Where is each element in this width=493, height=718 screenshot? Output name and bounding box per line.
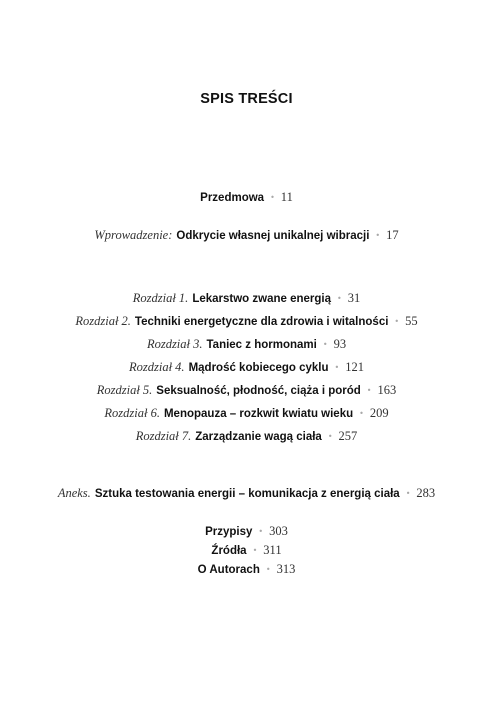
toc-entry-heading: Przypisy <box>205 526 253 538</box>
toc-entry-prefix: Aneks. <box>57 486 91 500</box>
bullet-separator: • <box>394 317 400 326</box>
bullet-separator: • <box>359 409 364 418</box>
toc-entry-heading: Zarządzanie wagą ciała <box>195 431 322 443</box>
toc-entry-page-number: 257 <box>338 429 358 443</box>
toc-entry-heading: Odkrycie własnej unikalnej wibracji <box>176 230 370 242</box>
toc-entry-heading: Źródła <box>211 545 247 557</box>
toc-entry-heading: Techniki energetyczne dla zdrowia i witalności <box>134 316 389 328</box>
bullet-separator: • <box>270 193 275 202</box>
toc-entry-prefix: Rozdział 1. <box>132 291 189 305</box>
toc-entry-prefix: Rozdział 2. <box>75 314 131 328</box>
bullet-separator: • <box>252 546 258 555</box>
toc-entry-heading: Taniec z hormonami <box>206 339 317 351</box>
toc-entry-prefix: Rozdział 7. <box>135 429 192 443</box>
toc-entry-heading: Mądrość kobiecego cyklu <box>188 362 329 374</box>
bullet-separator: • <box>375 231 381 240</box>
toc-entry-heading: Przedmowa <box>200 192 265 204</box>
toc-entry-o-autorach[interactable] <box>0 561 493 579</box>
toc-entry-przedmowa[interactable] <box>0 189 493 207</box>
toc-entry-page-number: 93 <box>333 337 347 351</box>
bullet-separator: • <box>265 565 271 574</box>
toc-entry-chapter-7[interactable] <box>0 428 493 446</box>
toc-entry-wprowadzenie[interactable] <box>0 227 493 245</box>
toc-entry-prefix: Rozdział 5. <box>96 383 153 397</box>
toc-entry-page-number: 11 <box>280 190 293 204</box>
bullet-separator: • <box>322 340 328 349</box>
toc-entry-page-number: 55 <box>405 314 418 328</box>
toc-entry-przypisy[interactable] <box>0 523 493 541</box>
toc-entry-heading: Seksualność, płodność, ciąża i poród <box>156 385 361 397</box>
toc-entry-prefix: Rozdział 6. <box>104 406 160 420</box>
toc-entry-page-number: 283 <box>416 486 436 500</box>
toc-entry-page-number: 303 <box>269 524 288 538</box>
bullet-separator: • <box>334 363 340 372</box>
toc-entry-chapter-5[interactable] <box>0 382 493 400</box>
bullet-separator: • <box>337 294 342 303</box>
bullet-separator: • <box>327 432 333 441</box>
bullet-separator: • <box>405 489 411 498</box>
toc-entry-page-number: 313 <box>276 562 296 576</box>
toc-entry-chapter-4[interactable] <box>0 359 493 377</box>
toc-entry-prefix: Rozdział 4. <box>129 360 185 374</box>
bullet-separator: • <box>366 386 372 395</box>
toc-entry-page-number: 163 <box>377 383 397 397</box>
toc-entry-page-number: 209 <box>369 406 389 420</box>
toc-entry-chapter-6[interactable] <box>0 405 493 423</box>
toc-entry-chapter-2[interactable] <box>0 313 493 331</box>
toc-entry-chapter-3[interactable] <box>0 336 493 354</box>
bullet-separator: • <box>258 527 264 536</box>
toc-entry-heading: Lekarstwo zwane energią <box>192 293 332 305</box>
toc-entry-page-number: 311 <box>263 543 282 557</box>
toc-entry-page-number: 31 <box>347 291 361 305</box>
toc-entry-page-number: 121 <box>345 360 364 374</box>
toc-entry-heading: Sztuka testowania energii – komunikacja z energią ciała <box>94 488 400 500</box>
toc-entry-heading: O Autorach <box>197 564 260 576</box>
toc-entry-page-number: 17 <box>386 228 399 242</box>
toc-entry-prefix: Wprowadzenie: <box>94 228 173 242</box>
toc-entry-aneks[interactable] <box>0 485 493 503</box>
toc-entry-prefix: Rozdział 3. <box>146 337 203 351</box>
toc-entry-chapter-1[interactable] <box>0 290 493 308</box>
toc-entry-zrodla[interactable] <box>0 542 493 560</box>
toc-entry-heading: Menopauza – rozkwit kwiatu wieku <box>163 408 354 420</box>
page-title: SPIS TREŚCI <box>200 91 293 107</box>
